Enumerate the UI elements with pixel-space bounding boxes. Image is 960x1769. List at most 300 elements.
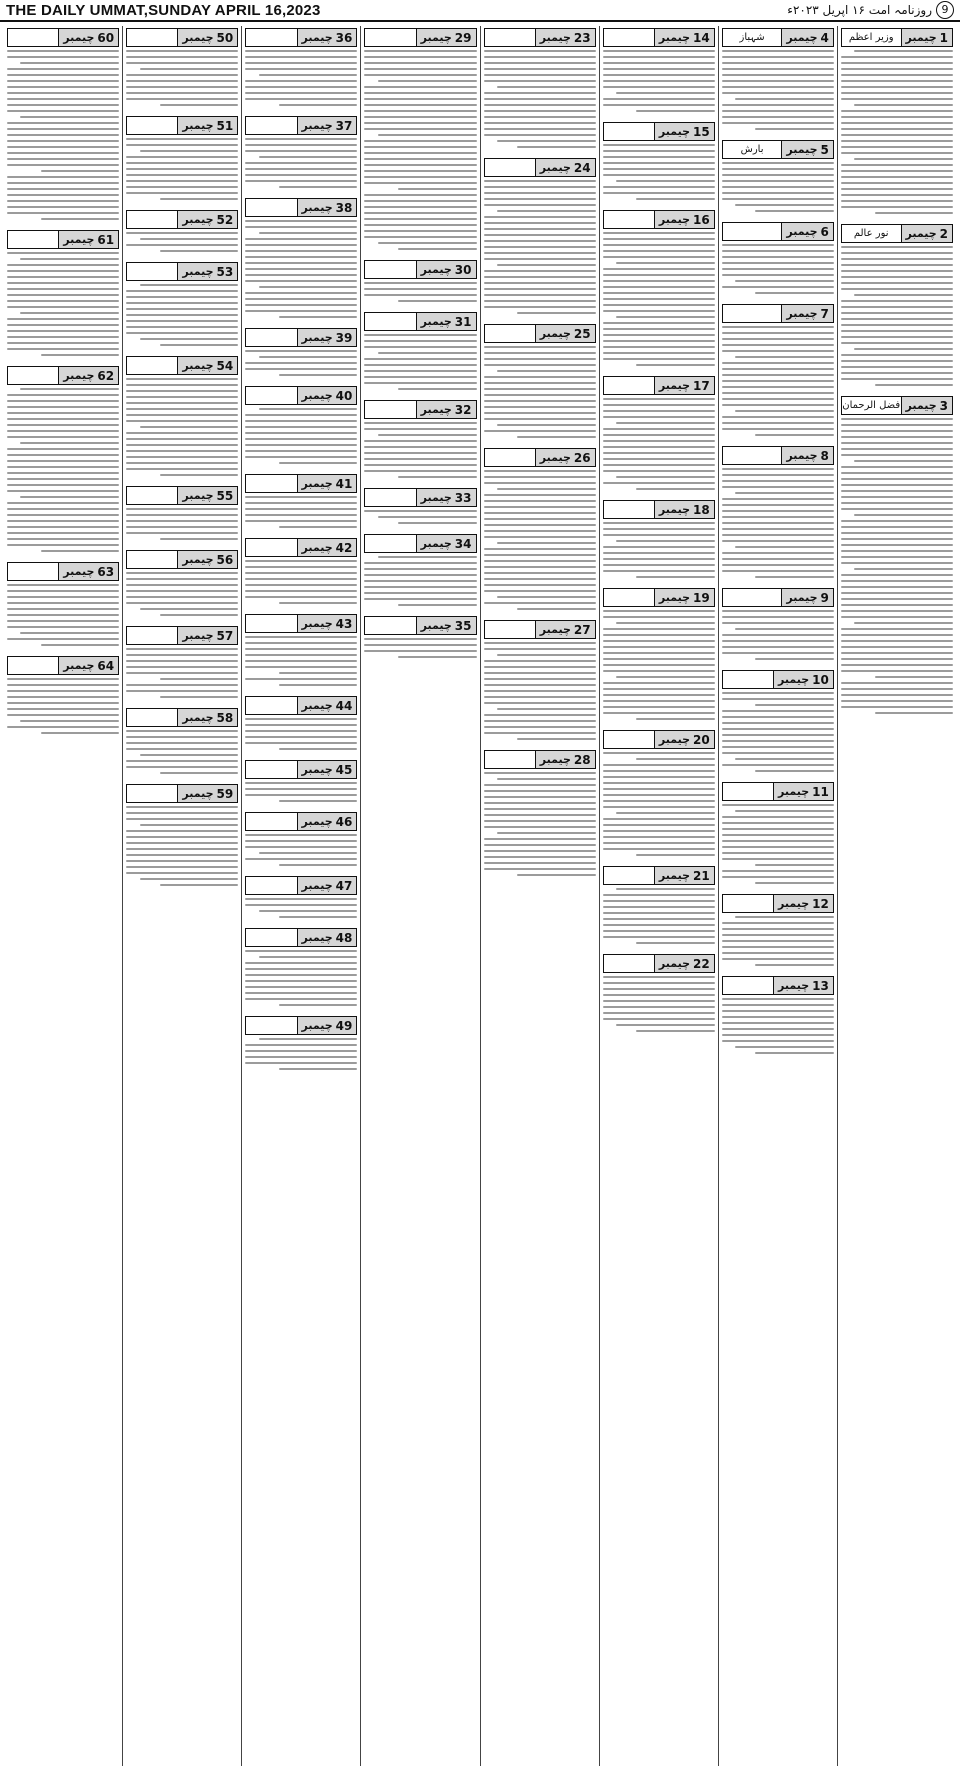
- text-line: [484, 74, 596, 76]
- text-line: [841, 80, 953, 82]
- story-heading: [126, 116, 238, 135]
- candidate-name: فضل الرحمان: [842, 400, 901, 411]
- text-line: [279, 462, 358, 464]
- chamber-label: چیمبر: [420, 403, 452, 416]
- text-line: [126, 432, 238, 434]
- text-line: [603, 912, 715, 914]
- text-line: [245, 572, 357, 574]
- text-line: [484, 388, 596, 390]
- text-line: [126, 572, 238, 574]
- text-line: [160, 678, 239, 680]
- story-block: [126, 208, 238, 256]
- text-line: [603, 694, 715, 696]
- chamber-number: 58: [216, 710, 234, 725]
- text-line: [603, 232, 715, 234]
- text-line: [755, 1052, 834, 1054]
- text-line: [484, 258, 596, 260]
- story-block: [364, 614, 476, 662]
- candidate-name: [246, 1017, 296, 1034]
- text-line: [126, 462, 238, 464]
- story-heading: [722, 446, 834, 465]
- text-line: [841, 62, 953, 64]
- text-line: [245, 438, 357, 440]
- text-line: [854, 460, 953, 462]
- text-line: [841, 140, 953, 142]
- story-text: [364, 282, 476, 302]
- text-line: [126, 98, 238, 100]
- text-line: [603, 292, 715, 294]
- chamber-number-box: [416, 535, 476, 552]
- text-line: [259, 286, 358, 288]
- text-line: [735, 628, 834, 630]
- text-line: [722, 368, 834, 370]
- text-line: [140, 878, 239, 880]
- text-line: [364, 510, 476, 512]
- text-line: [603, 98, 715, 100]
- text-line: [245, 782, 357, 784]
- text-line: [484, 814, 596, 816]
- text-line: [126, 760, 238, 762]
- chamber-label: چیمبر: [905, 227, 937, 240]
- text-line: [126, 162, 238, 164]
- chamber-label: چیمبر: [420, 619, 452, 632]
- column-3: [599, 26, 718, 1766]
- story-text: [722, 916, 834, 966]
- story-block: [484, 618, 596, 744]
- text-line: [140, 754, 239, 756]
- text-line: [755, 210, 834, 212]
- text-line: [398, 604, 477, 606]
- chamber-number-box: [177, 709, 237, 726]
- text-line: [7, 104, 119, 106]
- text-line: [722, 852, 834, 854]
- chamber-number: 8: [820, 448, 829, 463]
- text-line: [722, 716, 834, 718]
- text-line: [484, 204, 596, 206]
- text-line: [126, 860, 238, 862]
- chamber-number-box: [297, 29, 357, 46]
- text-line: [841, 170, 953, 172]
- story-heading: [245, 812, 357, 831]
- text-line: [722, 250, 834, 252]
- story-text: [126, 138, 238, 200]
- text-line: [722, 1028, 834, 1030]
- text-line: [484, 772, 596, 774]
- text-line: [603, 286, 715, 288]
- text-line: [497, 542, 596, 544]
- story-heading: [841, 224, 953, 243]
- text-line: [7, 252, 119, 254]
- story-heading: [364, 260, 476, 279]
- text-line: [245, 426, 357, 428]
- story-block: [603, 586, 715, 724]
- text-line: [603, 806, 715, 808]
- text-line: [245, 992, 357, 994]
- text-line: [7, 412, 119, 414]
- text-line: [279, 316, 358, 318]
- text-line: [7, 690, 119, 692]
- text-line: [517, 738, 596, 740]
- chamber-number: 48: [335, 930, 353, 945]
- text-line: [603, 558, 715, 560]
- text-line: [603, 930, 715, 932]
- chamber-number: 2: [939, 226, 948, 241]
- column-1: [837, 26, 956, 1766]
- text-line: [603, 994, 715, 996]
- text-line: [126, 818, 238, 820]
- text-line: [126, 62, 238, 64]
- story-block: [603, 498, 715, 582]
- text-line: [603, 452, 715, 454]
- text-line: [616, 676, 715, 678]
- text-line: [722, 344, 834, 346]
- column-7: [122, 26, 241, 1766]
- text-line: [484, 584, 596, 586]
- story-text: [245, 220, 357, 318]
- text-line: [854, 568, 953, 570]
- story-text: [245, 782, 357, 802]
- chamber-label: چیمبر: [182, 711, 214, 724]
- chamber-number: 56: [216, 552, 234, 567]
- text-line: [841, 526, 953, 528]
- text-line: [841, 264, 953, 266]
- text-line: [126, 302, 238, 304]
- candidate-name: [365, 313, 415, 330]
- chamber-number-box: [58, 231, 118, 248]
- text-line: [398, 476, 477, 478]
- story-block: [722, 26, 834, 134]
- candidate-name: [246, 29, 296, 46]
- story-heading: [484, 158, 596, 177]
- story-block: [722, 780, 834, 888]
- text-line: [484, 240, 596, 242]
- story-heading: [603, 500, 715, 519]
- chamber-number: 61: [97, 232, 115, 247]
- candidate-name: [246, 117, 296, 134]
- text-line: [126, 730, 238, 732]
- text-line: [854, 514, 953, 516]
- story-text: [603, 144, 715, 200]
- text-line: [364, 382, 476, 384]
- candidate-name: [604, 731, 654, 748]
- text-line: [364, 370, 476, 372]
- candidate-name: [127, 627, 177, 644]
- chamber-number: 45: [335, 762, 353, 777]
- text-line: [378, 352, 477, 354]
- chamber-label: چیمبر: [658, 213, 691, 226]
- candidate-name: [127, 551, 177, 568]
- text-line: [603, 528, 715, 530]
- candidate-name: [8, 231, 58, 248]
- chamber-number: 13: [812, 978, 829, 993]
- text-line: [245, 62, 357, 64]
- text-line: [7, 472, 119, 474]
- text-line: [7, 348, 119, 350]
- text-line: [603, 770, 715, 772]
- story-text: [126, 806, 238, 886]
- story-heading: [126, 708, 238, 727]
- candidate-name: [127, 785, 177, 802]
- candidate-name: [604, 377, 654, 394]
- chamber-number-box: [654, 589, 714, 606]
- text-line: [722, 516, 834, 518]
- masthead-english: THE DAILY UMMAT,SUNDAY APRIL 16,2023: [6, 1, 321, 19]
- text-line: [636, 110, 715, 112]
- text-line: [7, 140, 119, 142]
- story-heading: [484, 750, 596, 769]
- text-line: [279, 602, 358, 604]
- text-line: [841, 694, 953, 696]
- text-line: [841, 318, 953, 320]
- story-block: [364, 532, 476, 610]
- story-text: [603, 50, 715, 112]
- text-line: [126, 138, 238, 140]
- story-block: [722, 974, 834, 1058]
- text-line: [245, 636, 357, 638]
- text-line: [7, 602, 119, 604]
- text-line: [841, 194, 953, 196]
- text-line: [841, 502, 953, 504]
- text-line: [245, 648, 357, 650]
- text-line: [279, 684, 358, 686]
- chamber-number-box: [297, 475, 357, 492]
- candidate-name: [127, 487, 177, 504]
- text-line: [484, 642, 596, 644]
- chamber-number-box: [654, 377, 714, 394]
- text-line: [364, 86, 476, 88]
- story-block: [484, 322, 596, 442]
- text-line: [484, 500, 596, 502]
- text-line: [7, 176, 119, 178]
- chamber-number-box: [416, 29, 476, 46]
- text-line: [722, 110, 834, 112]
- text-line: [484, 346, 596, 348]
- text-line: [497, 596, 596, 598]
- text-line: [603, 800, 715, 802]
- text-line: [484, 50, 596, 52]
- text-line: [484, 80, 596, 82]
- chamber-label: چیمبر: [182, 553, 214, 566]
- text-line: [364, 464, 476, 466]
- text-line: [484, 506, 596, 508]
- text-line: [364, 182, 476, 184]
- text-line: [126, 296, 238, 298]
- chamber-number-box: [416, 401, 476, 418]
- chamber-number-box: [297, 877, 357, 894]
- text-line: [484, 566, 596, 568]
- text-line: [755, 770, 834, 772]
- text-line: [603, 304, 715, 306]
- text-line: [603, 918, 715, 920]
- text-line: [484, 784, 596, 786]
- story-heading: [126, 550, 238, 569]
- text-line: [140, 68, 239, 70]
- text-line: [484, 554, 596, 556]
- story-block: [722, 892, 834, 970]
- text-line: [245, 596, 357, 598]
- text-line: [245, 168, 357, 170]
- chamber-number: 17: [693, 378, 710, 393]
- story-text: [603, 522, 715, 578]
- story-heading: [722, 140, 834, 159]
- text-line: [603, 238, 715, 240]
- text-line: [497, 832, 596, 834]
- text-line: [854, 50, 953, 52]
- text-line: [364, 288, 476, 290]
- text-line: [7, 418, 119, 420]
- chamber-number-box: [416, 261, 476, 278]
- story-heading: [603, 588, 715, 607]
- story-heading: [245, 386, 357, 405]
- story-block: [7, 560, 119, 650]
- chamber-number-box: [177, 357, 237, 374]
- text-line: [259, 1038, 358, 1040]
- text-line: [364, 364, 476, 366]
- text-line: [245, 1062, 357, 1064]
- text-line: [126, 742, 238, 744]
- text-line: [364, 346, 476, 348]
- text-line: [7, 134, 119, 136]
- text-line: [603, 434, 715, 436]
- candidate-name: [485, 751, 535, 768]
- chamber-label: چیمبر: [658, 733, 691, 746]
- text-line: [484, 476, 596, 478]
- text-line: [603, 256, 715, 258]
- story-block: [364, 398, 476, 482]
- text-line: [245, 980, 357, 982]
- chamber-number-box: [535, 751, 595, 768]
- text-line: [484, 494, 596, 496]
- text-line: [7, 128, 119, 130]
- text-line: [841, 586, 953, 588]
- text-line: [245, 560, 357, 562]
- chamber-number: 59: [216, 786, 234, 801]
- text-line: [484, 376, 596, 378]
- text-line: [7, 702, 119, 704]
- story-heading: [126, 262, 238, 281]
- chamber-label: چیمبر: [301, 931, 333, 944]
- text-line: [7, 638, 119, 640]
- story-heading: [245, 760, 357, 779]
- text-line: [603, 1012, 715, 1014]
- text-line: [722, 68, 834, 70]
- story-heading: [245, 614, 357, 633]
- text-line: [245, 858, 357, 860]
- text-line: [603, 310, 715, 312]
- text-line: [603, 458, 715, 460]
- text-line: [364, 452, 476, 454]
- text-line: [245, 144, 357, 146]
- text-line: [126, 532, 238, 534]
- text-line: [20, 62, 119, 64]
- text-line: [841, 658, 953, 660]
- text-line: [160, 538, 239, 540]
- story-text: [7, 678, 119, 734]
- chamber-number-box: [416, 489, 476, 506]
- text-line: [364, 152, 476, 154]
- text-line: [722, 198, 834, 200]
- story-heading: [245, 696, 357, 715]
- text-line: [722, 380, 834, 382]
- text-line: [722, 122, 834, 124]
- text-line: [364, 50, 476, 52]
- text-line: [616, 262, 715, 264]
- chamber-label: چیمبر: [301, 541, 333, 554]
- story-block: [245, 612, 357, 690]
- text-line: [7, 626, 119, 628]
- text-line: [841, 430, 953, 432]
- story-block: [722, 586, 834, 664]
- chamber-number: 50: [216, 30, 234, 45]
- story-block: [245, 1014, 357, 1074]
- candidate-name: [246, 697, 296, 714]
- story-heading: [484, 448, 596, 467]
- text-line: [735, 98, 834, 100]
- candidate-name: [485, 449, 535, 466]
- text-line: [7, 596, 119, 598]
- text-line: [484, 660, 596, 662]
- text-line: [7, 460, 119, 462]
- text-line: [126, 56, 238, 58]
- text-line: [378, 434, 477, 436]
- story-text: [722, 244, 834, 294]
- text-line: [245, 962, 357, 964]
- text-line: [484, 844, 596, 846]
- text-line: [7, 206, 119, 208]
- text-line: [841, 472, 953, 474]
- text-line: [364, 340, 476, 342]
- chamber-number-box: [654, 123, 714, 140]
- story-heading: [245, 116, 357, 135]
- story-block: [245, 384, 357, 468]
- text-line: [140, 824, 239, 826]
- text-line: [245, 520, 357, 522]
- chamber-number: 64: [97, 658, 115, 673]
- text-line: [364, 176, 476, 178]
- story-text: [603, 888, 715, 944]
- story-text: [245, 496, 357, 528]
- text-line: [484, 246, 596, 248]
- candidate-name: [8, 563, 58, 580]
- text-line: [517, 608, 596, 610]
- story-block: [484, 446, 596, 614]
- text-line: [398, 656, 477, 658]
- text-line: [484, 382, 596, 384]
- story-text: [722, 998, 834, 1054]
- text-line: [603, 546, 715, 548]
- text-line: [497, 264, 596, 266]
- chamber-number-box: [781, 141, 833, 158]
- text-line: [41, 354, 120, 356]
- chamber-number: 34: [454, 536, 472, 551]
- chamber-label: چیمبر: [301, 763, 333, 776]
- text-line: [259, 356, 358, 358]
- text-line: [7, 726, 119, 728]
- story-text: [364, 556, 476, 606]
- story-heading: [126, 486, 238, 505]
- text-line: [484, 116, 596, 118]
- text-line: [735, 492, 834, 494]
- text-line: [722, 922, 834, 924]
- chamber-label: چیمبر: [63, 31, 95, 44]
- text-line: [722, 928, 834, 930]
- text-line: [364, 650, 476, 652]
- chamber-label: چیمبر: [301, 331, 333, 344]
- text-line: [484, 862, 596, 864]
- text-line: [603, 250, 715, 252]
- text-line: [7, 152, 119, 154]
- chamber-number: 41: [335, 476, 353, 491]
